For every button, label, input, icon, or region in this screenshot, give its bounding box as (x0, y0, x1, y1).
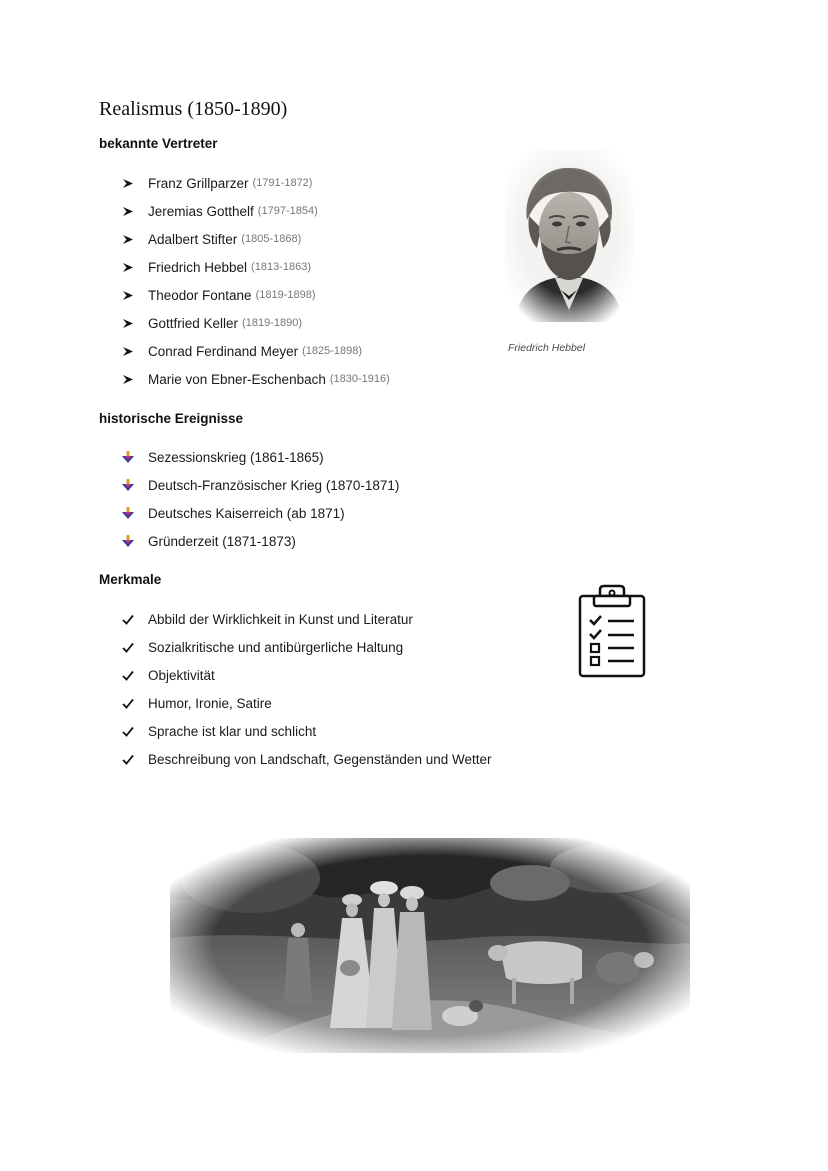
checkmark-icon (122, 642, 148, 653)
list-item (122, 499, 399, 527)
list-item (122, 365, 390, 393)
features-list (122, 605, 492, 773)
event-text: Deutsch-Französischer Krieg (1870-1871) (148, 477, 400, 493)
author-name: Marie von Ebner-Eschenbach (148, 371, 326, 387)
list-item (122, 253, 390, 281)
events-heading: historische Ereignisse (99, 411, 244, 426)
list-item (122, 661, 492, 689)
list-item (122, 471, 399, 499)
checkmark-icon (122, 614, 148, 625)
portrait-caption: Friedrich Hebbel (508, 342, 586, 354)
colored-arrow-icon (122, 479, 148, 491)
list-item (122, 337, 390, 365)
author-years: (1825-1898) (302, 345, 363, 357)
author-name: Gottfried Keller (148, 315, 239, 331)
author-name: Franz Grillparzer (148, 175, 249, 191)
landscape-painting (170, 838, 690, 1053)
feature-text: Sprache ist klar und schlicht (148, 723, 317, 739)
author-years: (1797-1854) (257, 205, 318, 217)
arrowhead-icon (122, 374, 148, 385)
checkmark-icon (122, 726, 148, 737)
event-text: Gründerzeit (1871-1873) (148, 533, 296, 549)
author-name: Adalbert Stifter (148, 231, 238, 247)
feature-text: Beschreibung von Landschaft, Gegenständen und Wetter (148, 751, 492, 767)
checkmark-icon (122, 670, 148, 681)
clipboard-checklist-icon (574, 584, 650, 685)
feature-text: Abbild der Wirklichkeit in Kunst und Literatur (148, 611, 413, 627)
author-years: (1813-1863) (251, 261, 311, 273)
arrowhead-icon (122, 178, 148, 189)
portrait-image (505, 150, 633, 322)
author-years: (1819-1898) (255, 289, 316, 301)
author-name: Jeremias Gotthelf (148, 203, 254, 219)
arrowhead-icon (122, 290, 148, 301)
checkmark-icon (122, 754, 148, 765)
author-name: Friedrich Hebbel (148, 259, 248, 275)
feature-text: Objektivität (148, 667, 215, 683)
list-item (122, 605, 492, 633)
page-title: Realismus (1850-1890) (99, 98, 288, 120)
arrowhead-icon (122, 318, 148, 329)
authors-list (122, 169, 390, 393)
author-years: (1805-1868) (241, 233, 302, 245)
colored-arrow-icon (122, 535, 148, 547)
colored-arrow-icon (122, 507, 148, 519)
list-item (122, 527, 399, 555)
author-years: (1791-1872) (252, 177, 313, 189)
checkmark-icon (122, 698, 148, 709)
features-heading: Merkmale (99, 572, 162, 587)
list-item (122, 717, 492, 745)
list-item (122, 443, 399, 471)
arrowhead-icon (122, 234, 148, 245)
arrowhead-icon (122, 346, 148, 357)
list-item (122, 745, 492, 773)
author-name: Theodor Fontane (148, 287, 252, 303)
list-item (122, 169, 390, 197)
feature-text: Humor, Ironie, Satire (148, 695, 272, 711)
list-item (122, 689, 492, 717)
author-years: (1819-1890) (242, 317, 302, 329)
event-text: Sezessionskrieg (1861-1865) (148, 449, 324, 465)
author-name: Conrad Ferdinand Meyer (148, 343, 299, 359)
colored-arrow-icon (122, 451, 148, 463)
arrowhead-icon (122, 262, 148, 273)
list-item (122, 309, 390, 337)
feature-text: Sozialkritische und antibürgerliche Haltung (148, 639, 404, 655)
list-item (122, 197, 390, 225)
list-item (122, 225, 390, 253)
event-text: Deutsches Kaiserreich (ab 1871) (148, 505, 345, 521)
authors-heading: bekannte Vertreter (99, 136, 218, 151)
list-item (122, 281, 390, 309)
arrowhead-icon (122, 206, 148, 217)
events-list (122, 443, 399, 555)
list-item (122, 633, 492, 661)
author-years: (1830-1916) (329, 373, 390, 385)
